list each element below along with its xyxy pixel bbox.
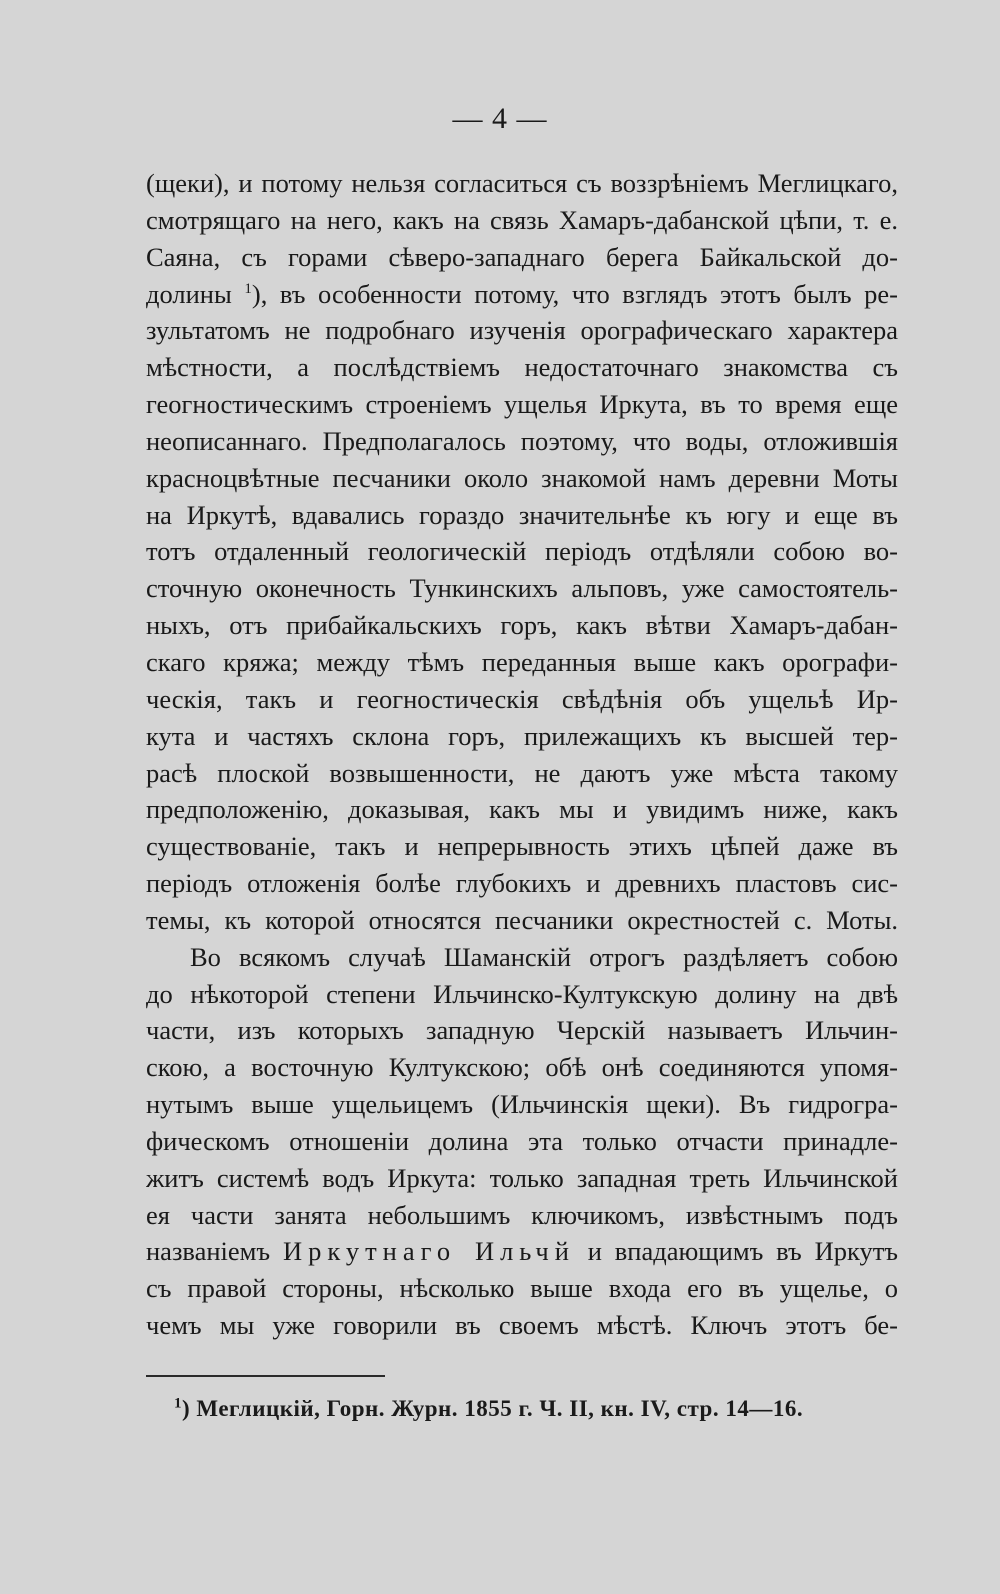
text-line: темы, къ которой относятся песчаники окрестностей с. Моты. <box>146 904 898 935</box>
text-line: Саяна, съ горами сѣверо-западнаго берега Байкальской до- <box>146 241 898 272</box>
text-line: тотъ отдаленный геологическій періодъ отдѣляли собою во- <box>146 536 898 567</box>
text-line: съ правой стороны, нѣсколько выше входа его въ ущелье, о <box>146 1273 898 1304</box>
text-line: чемъ мы уже говорили въ своемъ мѣстѣ. Ключъ этотъ бе- <box>146 1310 898 1341</box>
text-fragment: названіемъ <box>146 1236 283 1267</box>
page-number: — 4 — <box>452 102 548 135</box>
text-line: существованіе, такъ и непрерывность этихъ цѣпей даже въ <box>146 831 898 862</box>
text-line-with-spaced-name <box>146 1233 898 1270</box>
footnote-ref: 1 <box>244 280 252 297</box>
text-line: житъ системѣ водъ Иркута: только западная треть Ильчинской <box>146 1162 898 1193</box>
text-fragment: и впадающимъ въ Иркутъ <box>574 1236 898 1267</box>
text-line: красноцвѣтные песчаники около знакомой намъ деревни Моты <box>146 462 898 493</box>
text-line: нутымъ выше ущельицемъ (Ильчинскія щеки). Въ гидрогра- <box>146 1089 898 1120</box>
body-text <box>146 165 898 1344</box>
text-line: скаго кряжа; между тѣмъ переданныя выше какъ орографи- <box>146 646 898 677</box>
spaced-river-name: Иркутнаго Ильчй <box>282 1236 575 1267</box>
text-line: расѣ плоской возвышенности, не даютъ уже мѣста такому <box>146 757 898 788</box>
text-fragment: долины <box>146 278 245 309</box>
text-line: скою, а восточную Култукскою; обѣ онѣ соединяются упомя- <box>146 1052 898 1083</box>
paragraph-start-line: Во всякомъ случаѣ Шаманскій отрогъ раздѣляетъ собою <box>190 941 898 972</box>
text-line: ныхъ, отъ прибайкальскихъ горъ, какъ вѣтви Хамаръ-дабан- <box>146 610 898 641</box>
text-line: сточную оконечность Тункинскихъ альповъ, уже самостоятель- <box>146 573 898 604</box>
text-line: предположенію, доказывая, какъ мы и увидимъ ниже, какъ <box>146 794 898 825</box>
text-line: неописаннаго. Предполагалось поэтому, что воды, отложившія <box>146 425 898 456</box>
text-line: до нѣкоторой степени Ильчинско-Култукскую долину на двѣ <box>146 978 898 1009</box>
text-line: періодъ отложенія болѣе глубокихъ и древнихъ пластовъ сис- <box>146 868 898 899</box>
text-line: кута и частяхъ склона горъ, прилежащихъ къ высшей тер- <box>146 720 898 751</box>
text-line: на Иркутѣ, вдавались гораздо значительнѣе къ югу и еще въ <box>146 499 898 530</box>
text-line: геогностическимъ строеніемъ ущелья Иркута, въ то время еще <box>146 389 898 420</box>
text-line: мѣстности, а послѣдствіемъ недостаточнаго знакомства съ <box>146 352 898 383</box>
text-line: части, изъ которыхъ западную Черскій называетъ Ильчин- <box>146 1015 898 1046</box>
text-line: смотрящаго на него, какъ на связь Хамаръ-дабанской цѣпи, т. е. <box>146 204 898 235</box>
text-line: фическомъ отношеніи долина эта только отчасти принадле- <box>146 1125 898 1156</box>
footnote-divider <box>146 1375 385 1377</box>
text-line: (щеки), и потому нельзя согласиться съ воззрѣніемъ Меглицкаго, <box>146 168 898 198</box>
text-line-with-footnote-ref <box>146 276 898 313</box>
footnote <box>174 1396 874 1422</box>
text-line: зультатомъ не подробнаго изученія орографическаго характера <box>146 315 898 346</box>
text-line: ея части занята небольшимъ ключикомъ, извѣстнымъ подъ <box>146 1199 898 1230</box>
footnote-text: ) Меглицкій, Горн. Журн. 1855 г. Ч. II, кн. IV, стр. 14—16. <box>182 1396 804 1421</box>
text-line: ческія, такъ и геогностическія свѣдѣнія объ ущельѣ Ир- <box>146 683 898 714</box>
text-fragment: ), въ особенности потому, что взглядъ этотъ былъ ре- <box>251 278 898 309</box>
footnote-mark: 1 <box>174 1395 182 1412</box>
